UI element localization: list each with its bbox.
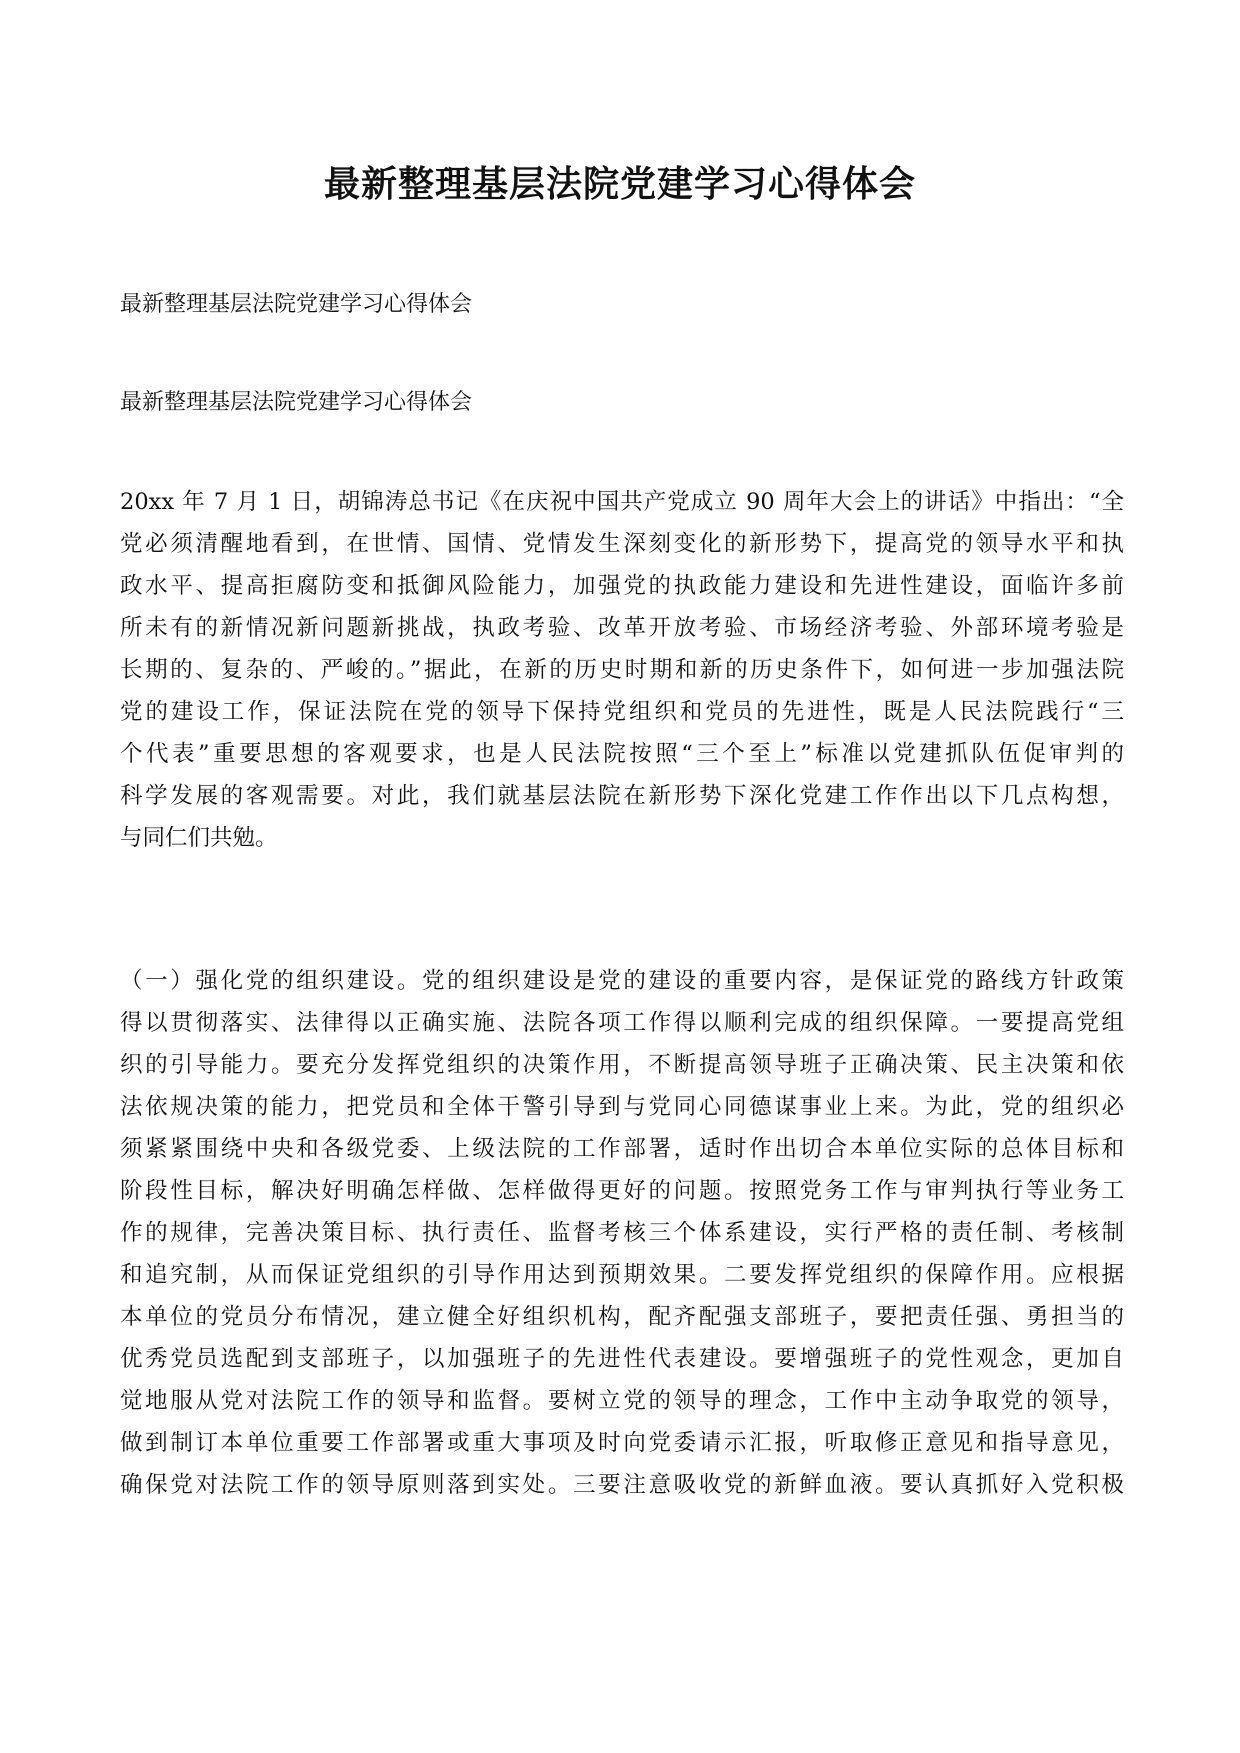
text-line: 得以贯彻落实、法律得以正确实施、法院各项工作得以顺利完成的组织保障。一要提高党组 — [120, 1010, 1124, 1036]
text-line: 本单位的党员分布情况，建立健全好组织机构，配齐配强支部班子，要把责任强、勇担当的 — [120, 1304, 1124, 1330]
text-line: 觉地服从党对法院工作的领导和监督。要树立党的领导的理念，工作中主动争取党的领导， — [120, 1388, 1124, 1414]
text-line: 20xx 年 7 月 1 日，胡锦涛总书记《在庆祝中国共产党成立 90 周年大会上的讲话》中指出：“全 — [120, 489, 1124, 515]
text-line: 所未有的新情况新问题新挑战，执政考验、改革开放考验、市场经济考验、外部环境考验是 — [120, 615, 1124, 641]
text-line: 须紧紧围绕中央和各级党委、上级法院的工作部署，适时作出切合本单位实际的总体目标和 — [120, 1136, 1124, 1162]
text-line: 政水平、提高拒腐防变和抵御风险能力，加强党的执政能力建设和先进性建设，面临许多前 — [120, 573, 1124, 599]
text-line: 与同仁们共勉。 — [120, 825, 278, 851]
text-line: 个代表”重要思想的客观要求，也是人民法院按照“三个至上”标准以党建抓队伍促审判的 — [120, 741, 1124, 767]
paragraph-intro — [120, 481, 1124, 859]
text-line: （一）强化党的组织建设。党的组织建设是党的建设的重要内容，是保证党的路线方针政策 — [120, 968, 1124, 994]
text-line: 确保党对法院工作的领导原则落到实处。三要注意吸收党的新鲜血液。要认真抓好入党积极 — [120, 1472, 1124, 1498]
text-line: 党的建设工作，保证法院在党的领导下保持党组织和党员的先进性，既是人民法院践行“三 — [120, 699, 1124, 725]
text-line: 党必须清醒地看到，在世情、国情、党情发生深刻变化的新形势下，提高党的领导水平和执 — [120, 531, 1124, 557]
paragraph-organization — [120, 960, 1124, 1506]
document-subtitle: 最新整理基层法院党建学习心得体会 — [120, 292, 473, 317]
text-line: 法依规决策的能力，把党员和全体干警引导到与党同心同德谋事业上来。为此，党的组织必 — [120, 1094, 1124, 1120]
document-subtitle-repeat: 最新整理基层法院党建学习心得体会 — [120, 390, 473, 415]
text-line: 阶段性目标，解决好明确怎样做、怎样做得更好的问题。按照党务工作与审判执行等业务工 — [120, 1178, 1124, 1204]
text-line: 优秀党员选配到支部班子，以加强班子的先进性代表建设。要增强班子的党性观念，更加自 — [120, 1346, 1124, 1372]
text-line: 和追究制，从而保证党组织的引导作用达到预期效果。二要发挥党组织的保障作用。应根据 — [120, 1262, 1124, 1288]
text-line: 做到制订本单位重要工作部署或重大事项及时向党委请示汇报，听取修正意见和指导意见， — [120, 1430, 1124, 1456]
document-title: 最新整理基层法院党建学习心得体会 — [323, 163, 916, 205]
text-line: 长期的、复杂的、严峻的。”据此，在新的历史时期和新的历史条件下，如何进一步加强法院 — [120, 657, 1124, 683]
text-line: 作的规律，完善决策目标、执行责任、监督考核三个体系建设，实行严格的责任制、考核制 — [120, 1220, 1124, 1246]
text-line: 科学发展的客观需要。对此，我们就基层法院在新形势下深化党建工作作出以下几点构想， — [120, 783, 1124, 809]
text-line: 织的引导能力。要充分发挥党组织的决策作用，不断提高领导班子正确决策、民主决策和依 — [120, 1052, 1124, 1078]
